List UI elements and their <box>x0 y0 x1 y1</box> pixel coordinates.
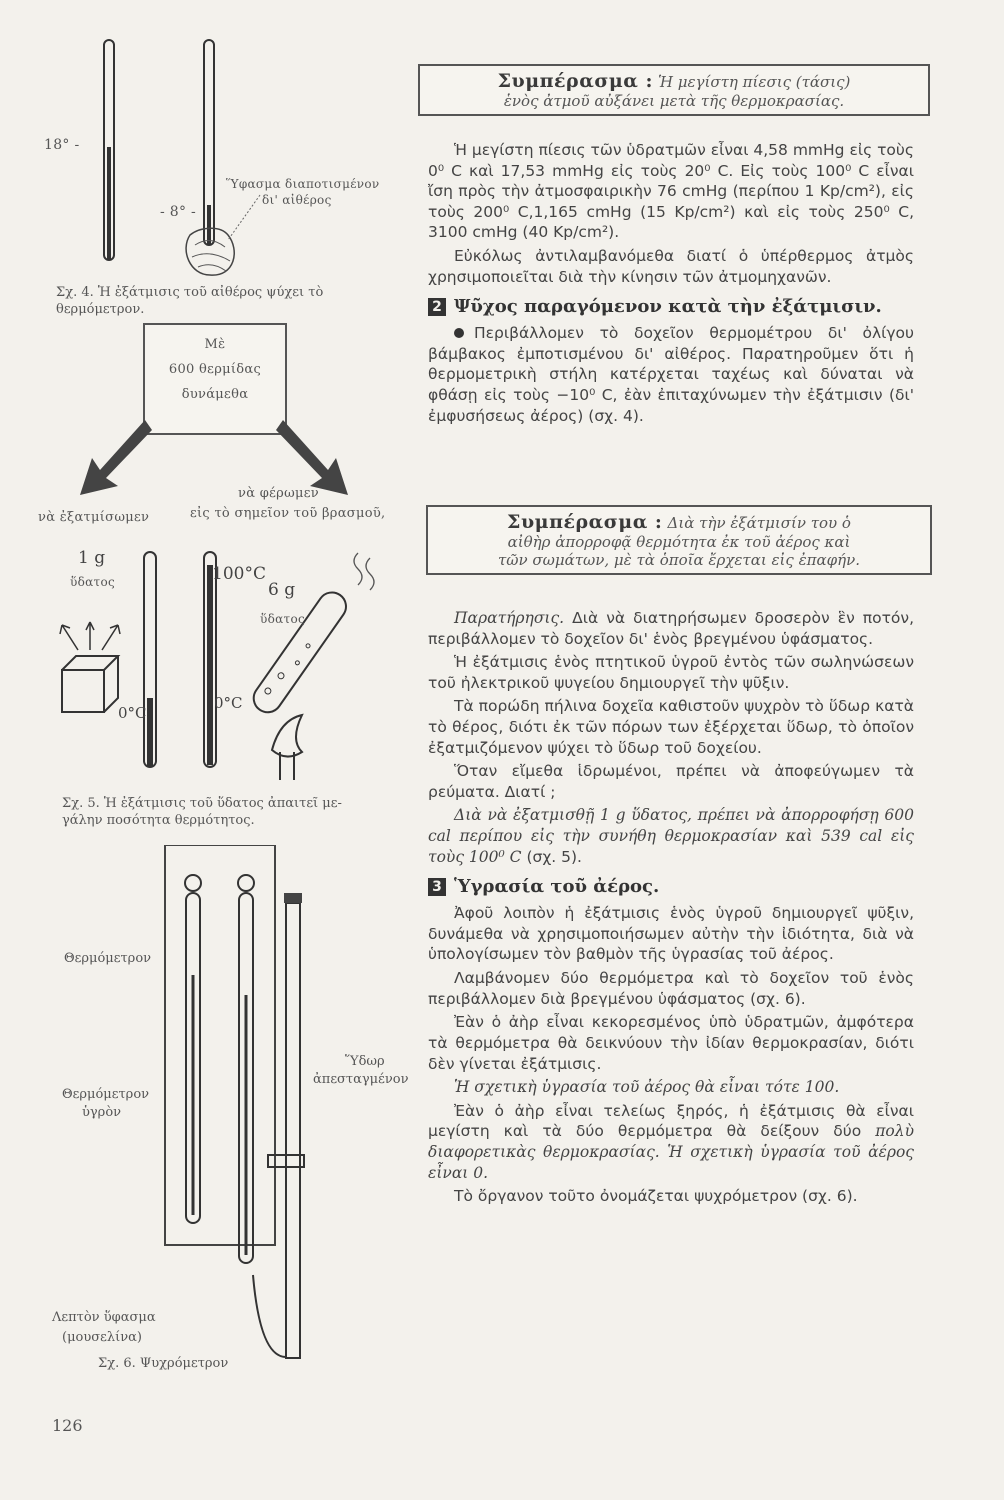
section-3-paragraph-4: Ἡ σχετικὴ ὑγρασία τοῦ ἀέρος θὰ εἶναι τότε 100. <box>454 1078 840 1097</box>
mass-1g-water: ὕδατος <box>70 575 116 589</box>
section-3-paragraph-6: Τὸ ὄργανον τοῦτο ὀνομάζεται ψυχρόμετρον (σχ. 6). <box>454 1187 858 1206</box>
section-3-heading <box>428 875 914 899</box>
section-2-number: 2 <box>428 298 446 316</box>
label-wet-thermometer-line1: Θερμόμετρον <box>62 1087 150 1102</box>
page-number: 126 <box>52 1416 83 1435</box>
mass-6g: 6 g <box>268 580 296 600</box>
figure-4-drawing <box>40 35 410 290</box>
temp-0c-left: 0°C <box>118 704 147 722</box>
paragraph-heat-of-vaporization <box>428 805 914 867</box>
calorie-box-line2: 600 θερμίδας <box>168 362 262 377</box>
right-column-text-2 <box>428 608 914 1210</box>
figure-4-caption-line1: Σχ. 4. Ἡ ἐξάτμισις τοῦ αἰθέρος ψύχει τὸ <box>56 285 324 300</box>
figure-5-caption-line1: Σχ. 5. Ἡ ἐξάτμισις τοῦ ὕδατος ἀπαιτεῖ με- <box>62 796 342 811</box>
section-2-paragraph <box>428 323 914 426</box>
figure-4-caption-line2: θερμόμετρον. <box>56 302 145 317</box>
paragraph-clay-pots: Τὰ πορώδη πήλινα δοχεῖα καθιστοῦν ψυχρὸν τὸ ὕδωρ κατὰ τὸ θέρος, διότι ἐκ τῶν πόρων των ἐξέρχεται ὕδωρ, τὸ ὁποῖον ἐξατμιζόμενον ψύχει τὸ ὕδωρ τοῦ δοχείου. <box>428 697 914 757</box>
section-3-number: 3 <box>428 878 446 896</box>
figure-6-caption: Σχ. 6. Ψυχρόμετρον <box>98 1356 229 1371</box>
boil-label-line2: εἰς τὸ σημεῖον τοῦ βρασμοῦ, <box>190 506 386 521</box>
bullet-icon <box>454 328 464 338</box>
section-3-paragraph-2: Λαμβάνομεν δύο θερμόμετρα καὶ τὸ δοχεῖον τοῦ ἑνὸς περιβάλλομεν διὰ βρεγμένου ὑφάσματος (σχ. 6). <box>428 969 914 1008</box>
conclusion-box-1 <box>418 64 930 116</box>
mass-1g: 1 g <box>78 548 106 568</box>
section-3-paragraph-5-text: Ἐὰν ὁ ἀὴρ εἶναι τελείως ξηρός, ἡ ἐξάτμισις θὰ εἶναι μεγίστη καὶ τὰ δύο θερμόμετρα θὰ δείξουν δύο <box>428 1101 914 1141</box>
conclusion-2-text-line3: τῶν σωμάτων, μὲ τὰ ὁποῖα ἔρχεται εἰς ἐπαφήν. <box>497 551 860 569</box>
temp-100c: 100°C <box>212 564 266 584</box>
section-2-heading <box>428 295 914 319</box>
boil-label-line1: νὰ φέρωμεν <box>238 486 319 501</box>
figure-6-drawing <box>150 845 340 1370</box>
cloth-label-line2: δι' αἰθέρος <box>262 193 332 207</box>
conclusion-1-text-line2: ἑνὸς ἀτμοῦ αὐξάνει μετὰ τῆς θερμοκρασίας. <box>503 92 845 110</box>
label-water-line1: Ὕδωρ <box>345 1054 385 1069</box>
evaporate-label: νὰ ἐξατμίσωμεν <box>38 510 150 525</box>
figure-5-caption-line2: γάλην ποσότητα θερμότητος. <box>62 813 255 828</box>
note-text: Διὰ νὰ διατηρήσωμεν δροσερὸν ἓν ποτόν, περιβάλλομεν τὸ δοχεῖον δι' ἑνὸς βρεγμένου ὑφάσματος. <box>428 609 914 648</box>
section-3-paragraph-1: Ἀφοῦ λοιπὸν ἡ ἐξάτμισις ἑνὸς ὑγροῦ δημιουργεῖ ψῦξιν, δυνάμεθα νὰ χρησιμοποιήσωμεν αὐτὴν τὴν ἰδιότητα, διὰ νὰ ὑπολογίσωμεν τὸν βαθμὸν τῆς ὑγρασίας τοῦ ἀέρος. <box>428 904 914 964</box>
section-3-paragraph-5-italic: πολὺ διαφορετικὰς θερμοκρασίας. Ἡ σχετικὴ ὑγρασία τοῦ ἀέρος εἶναι 0. <box>428 1122 914 1182</box>
heat-of-vaporization-italic: Διὰ νὰ ἐξατμισθῇ 1 g ὕδατος, πρέπει νὰ ἀπορροφήσῃ 600 cal περίπου εἰς τὴν συνήθη θερμοκρασίαν καὶ 539 cal εἰς τοὺς 100⁰ C <box>428 806 914 866</box>
paragraph-vapor-pressure: Ἡ μεγίστη πίεσις τῶν ὑδρατμῶν εἶναι 4,58 mmHg εἰς τοὺς 0⁰ C καὶ 17,53 mmHg εἰς τοὺς 20⁰ C. Εἰς τοὺς 100⁰ C εἶναι ἴση πρὸς τὴν ἀτμοσφαιρικὴν 76 cmHg (περίπου 1 Kp/cm²), εἰς τοὺς 200⁰ C,1,165 cmHg (15 Kp/cm²) καὶ εἰς τοὺς 250⁰ C, 3100 cmHg (40 Kp/cm²). <box>428 141 914 242</box>
label-thin-cloth-line2: (μουσελίνα) <box>62 1330 142 1345</box>
right-column-text <box>428 140 914 429</box>
section-3-title: Ὑγρασία τοῦ ἀέρος. <box>454 876 660 898</box>
label-wet-thermometer-line2: ὑγρὸν <box>82 1105 122 1120</box>
note-paragraph <box>428 608 914 649</box>
section-3-paragraph-3: Ἐὰν ὁ ἀὴρ εἶναι κεκορεσμένος ὑπὸ ὑδρατμῶν, ἀμφότερα τὰ θερμόμετρα θὰ δεικνύουν τὴν ἰδίαν θερμοκρασίαν, διότι δὲν γίνεται ἐξάτμισις. <box>428 1013 914 1073</box>
paragraph-refrigerator: Ἡ ἐξάτμισις ἑνὸς πτητικοῦ ὑγροῦ ἐντὸς τῶν σωληνώσεων τοῦ ἠλεκτρικοῦ ψυγείου δημιουργεῖ τὴν ψῦξιν. <box>428 653 914 692</box>
temp-8-label: - 8° - <box>160 204 197 220</box>
conclusion-2-title: Συμπέρασμα : <box>507 511 663 533</box>
cloth-label-line1: Ὕφασμα διαποτισμένον <box>226 177 380 191</box>
conclusion-2-text-line1: Διὰ τὴν ἐξάτμισίν του ὁ <box>667 514 851 532</box>
figure-5-drawing <box>40 400 410 800</box>
label-thin-cloth-line1: Λεπτὸν ὕφασμα <box>52 1310 156 1325</box>
label-water-line2: ἀπεσταγμένον <box>313 1072 409 1087</box>
conclusion-1-text-line1: Ἡ μεγίστη πίεσις (τάσις) <box>658 73 851 91</box>
paragraph-superheated-steam: Εὐκόλως ἀντιλαμβανόμεθα διατί ὁ ὑπέρθερμος ἀτμὸς χρησιμοποιεῖται διὰ τὴν κίνησιν τῶν ἀτμομηχανῶν. <box>428 247 914 286</box>
mass-6g-water: ὕδατος <box>260 612 306 626</box>
calorie-box-line1: Μὲ <box>204 337 226 352</box>
calorie-box-line3: δυνάμεθα <box>181 387 249 402</box>
label-dry-thermometer: Θερμόμετρον <box>64 951 152 966</box>
section-2-title: Ψῦχος παραγόμενον κατὰ τὴν ἐξάτμισιν. <box>454 296 882 318</box>
heat-of-vaporization-ref: (σχ. 5). <box>526 847 582 866</box>
temp-18-label: 18° - <box>44 137 80 153</box>
temp-0c-right: 0°C <box>214 694 243 712</box>
note-label: Παρατήρησις. <box>454 609 565 627</box>
paragraph-sweat: Ὅταν εἴμεθα ἱδρωμένοι, πρέπει νὰ ἀποφεύγωμεν τὰ ρεύματα. Διατί ; <box>428 762 914 801</box>
section-2-paragraph-text: Περιβάλλομεν τὸ δοχεῖον θερμομέτρου δι' ὀλίγου βάμβακος ἐμποτισμένου δι' αἰθέρος. Παρατηροῦμεν ὅτι ἡ θερμομετρικὴ στήλη κατέρχεται ταχέως καὶ δύναται νὰ φθάσῃ εἰς τοὺς −10⁰ C, ἐὰν ἐπιταχύνωμεν τὴν ἐξάτμισιν (δι' ἐμφυσήσεως ἀέρος) (σχ. 4). <box>428 324 914 425</box>
conclusion-2-text-line2: αἰθὴρ ἀπορροφᾷ θερμότητα ἐκ τοῦ ἀέρος καὶ <box>507 533 851 551</box>
conclusion-1-title: Συμπέρασμα : <box>497 70 653 92</box>
conclusion-box-2 <box>426 505 932 575</box>
section-3-paragraph-5 <box>428 1101 914 1183</box>
